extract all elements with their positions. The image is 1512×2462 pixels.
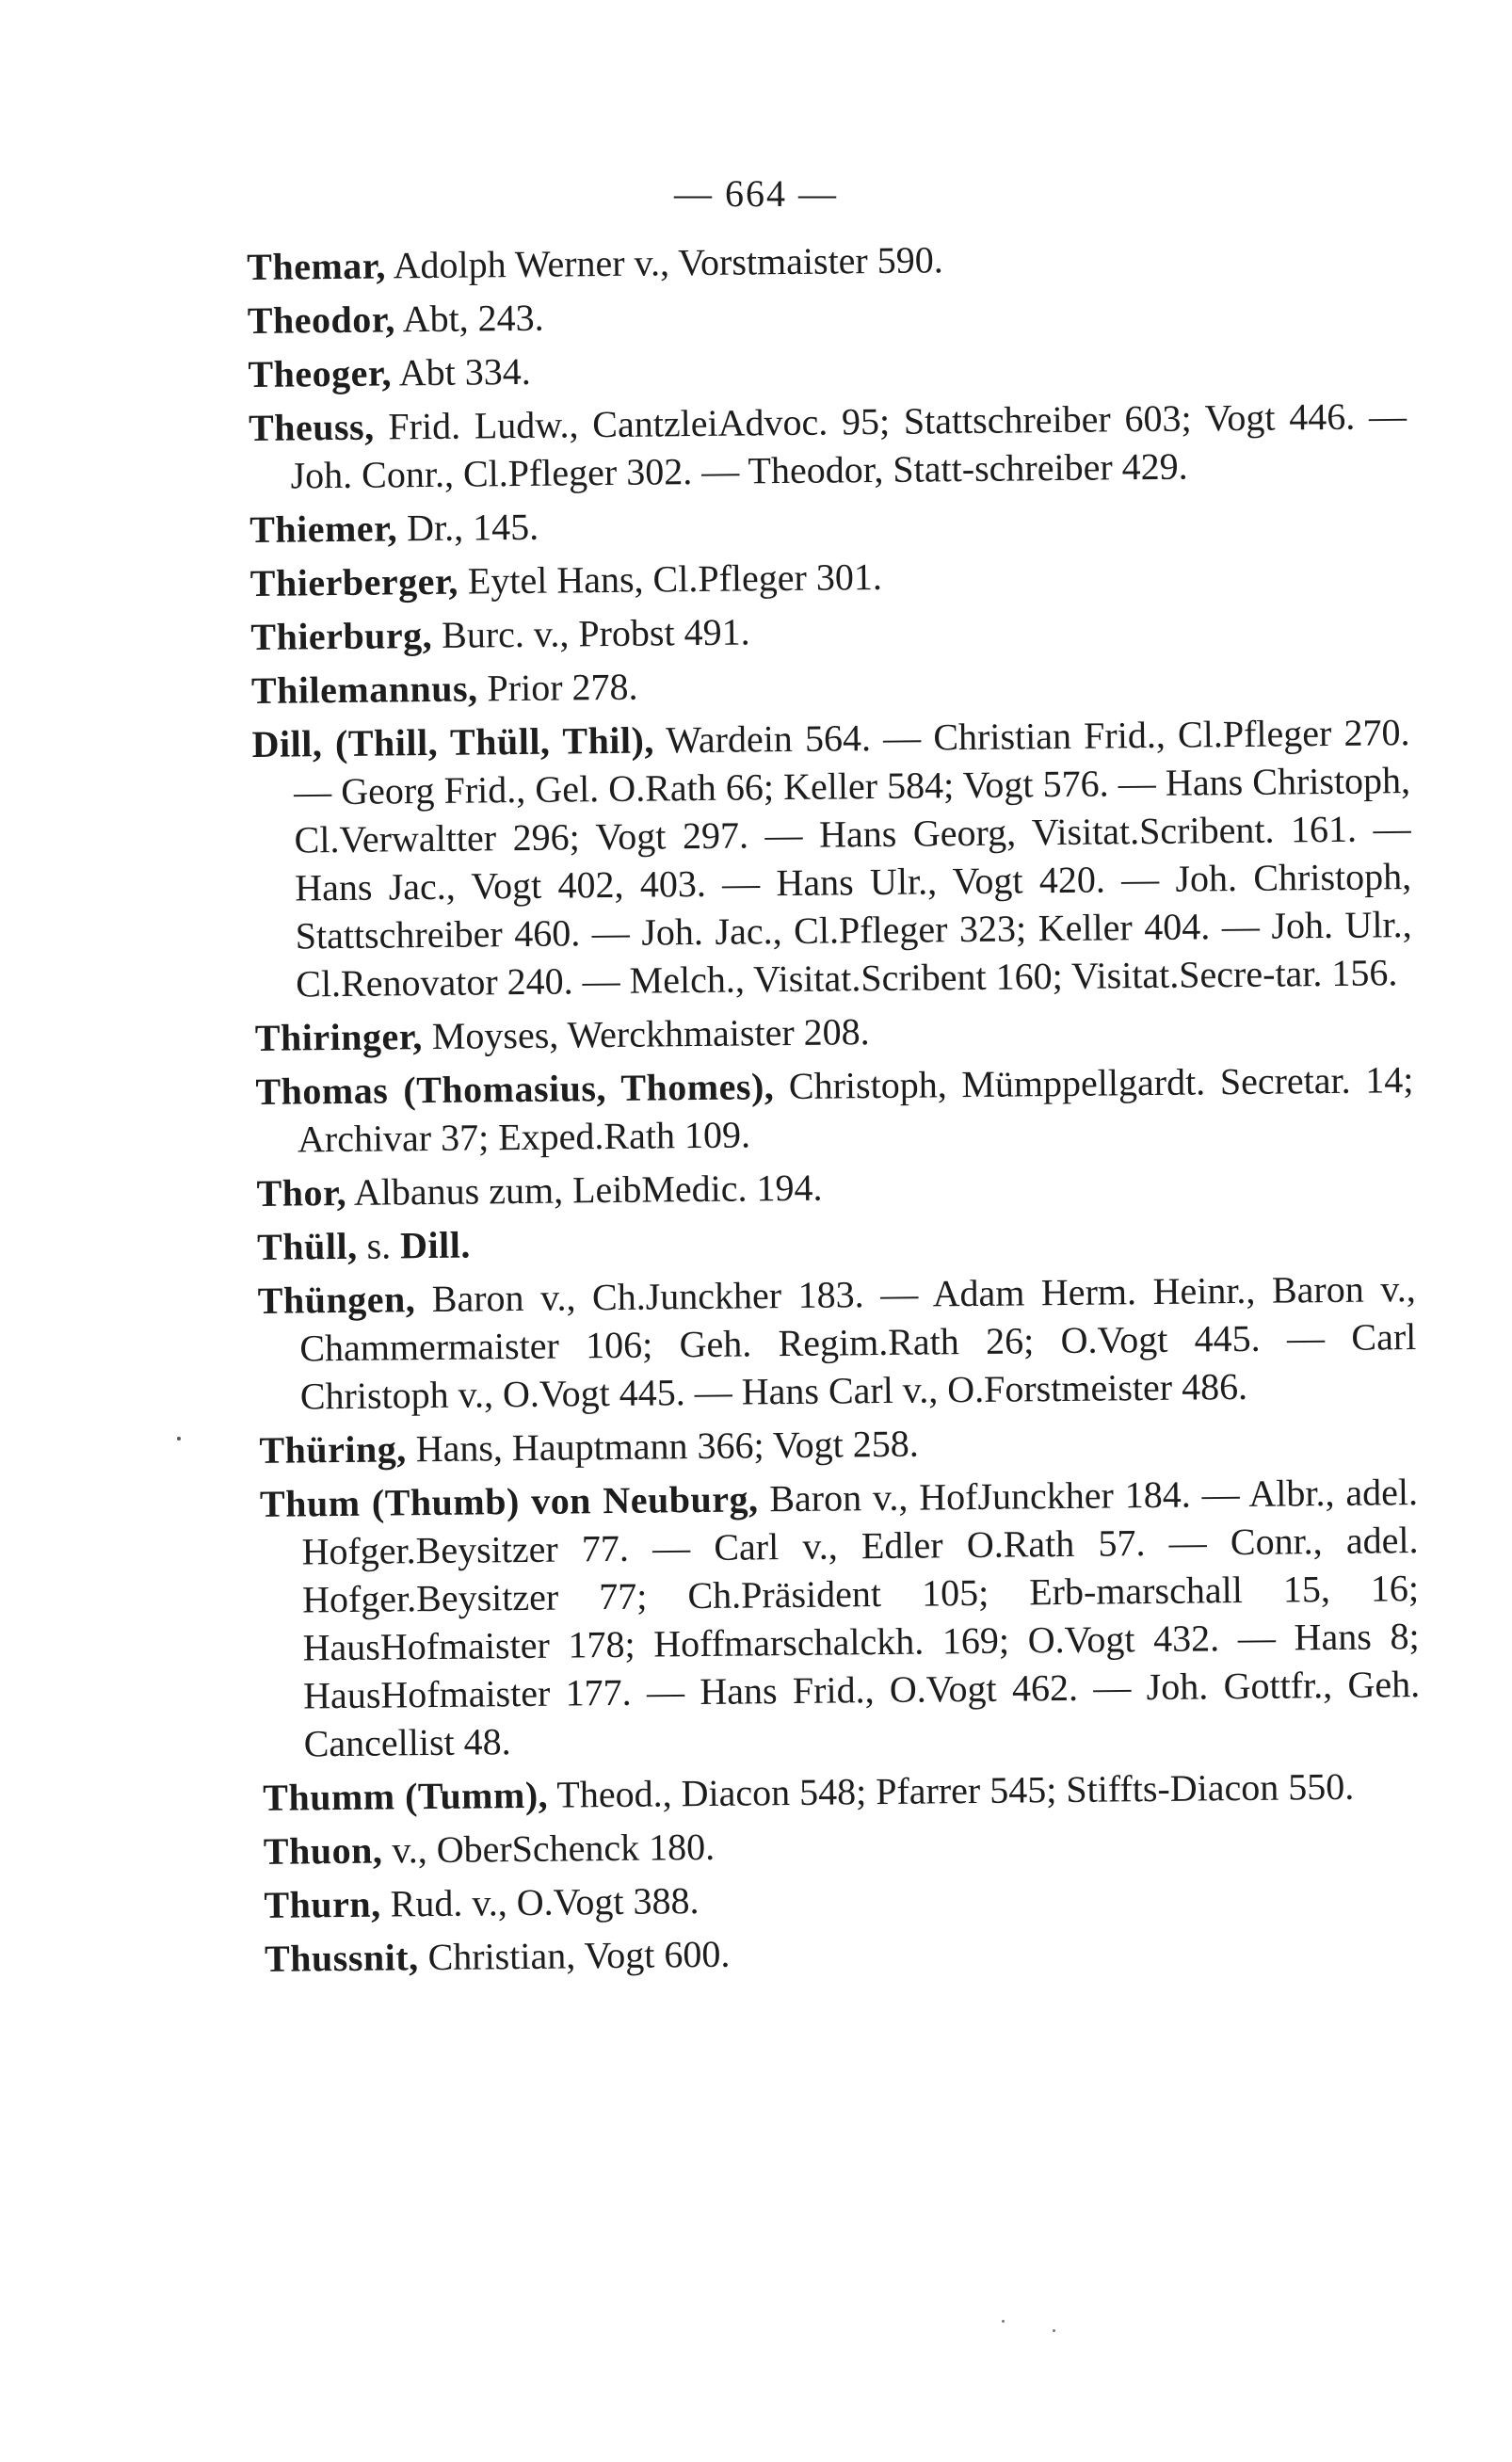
list-item	[257, 1211, 1415, 1271]
headword: Thomas (Thomasius, Thomes),	[255, 1065, 775, 1113]
headword: Thiringer,	[254, 1015, 424, 1059]
list-item	[257, 1264, 1417, 1421]
list-item	[264, 1815, 1422, 1875]
list-item	[250, 547, 1408, 607]
entry-text: s.	[357, 1224, 401, 1267]
list-item	[255, 1055, 1414, 1164]
list-item	[247, 231, 1405, 291]
list-item	[248, 338, 1406, 398]
list-item	[256, 1157, 1414, 1217]
list-item	[255, 1002, 1413, 1062]
register-entries	[247, 231, 1423, 1988]
entry-text: Baron v., Ch.Junckher 183. — Adam Herm. Heinr., Baron v., Chammermaister 106; Geh. Regim.Rath 26; O.Vogt 445. — Carl Christoph v., O.Vogt 445. — Hans Carl v., O.Forstmeister 486.	[299, 1267, 1417, 1418]
entry-text: Baron v., HofJunckher 184. — Albr., adel. Hofger.Beysitzer 77. — Carl v., Edler O.Rath 57. — Conr., adel. Hofger.Beysitzer 77; Ch.Präsident 105; Erb-marschall 15, 16; HausHofmaister 178; Hoffmarschalckh. 169; O.Vogt 432. — Hans 8; HausHofmaister 177. — Hans Frid., O.Vogt 462. — Joh. Gottfr., Geh. Cancellist 48.	[301, 1471, 1421, 1765]
list-item	[265, 1923, 1423, 1983]
list-item	[250, 601, 1408, 661]
entry-text: Adolph Werner v., Vorstmaister 590.	[385, 238, 943, 287]
paper-speck	[177, 1437, 181, 1440]
list-item	[263, 1762, 1421, 1822]
entry-text: v., OberSchenck 180.	[382, 1825, 716, 1872]
list-item	[259, 1414, 1417, 1474]
entry-text: Christian, Vogt 600.	[418, 1932, 731, 1979]
entry-text: Christoph, Mümppellgardt. Secretar. 14; Archivar 37; Exped.Rath 109.	[297, 1058, 1414, 1161]
paper-specks	[998, 2316, 1064, 2335]
headword: Thussnit,	[264, 1936, 419, 1980]
headword: Thüring,	[259, 1427, 407, 1472]
headword: Thierberger,	[249, 559, 459, 604]
list-item	[260, 1468, 1421, 1768]
entry-text: Abt, 243.	[394, 296, 544, 341]
list-item	[251, 654, 1409, 715]
headword: Theuss,	[248, 405, 375, 449]
entry-text: Albanus zum, LeibMedic. 194.	[346, 1166, 823, 1214]
headword: Theodor,	[247, 298, 396, 342]
entry-text: Frid. Ludw., CantzleiAdvoc. 95; Stattschreiber 603; Vogt 446. — Joh. Conr., Cl.Pfleger 302. — Theodor, Statt-schreiber 429.	[290, 394, 1407, 497]
list-item	[249, 493, 1407, 554]
headword: Theoger,	[248, 351, 393, 395]
entry-text: Moyses, Werckhmaister 208.	[422, 1010, 870, 1058]
headword: Dill, (Thill, Thüll, Thil),	[251, 718, 655, 765]
headword: Themar,	[247, 244, 387, 288]
list-item	[251, 708, 1412, 1008]
list-item	[249, 392, 1407, 500]
entry-text: Eytel Hans, Cl.Pfleger 301.	[458, 555, 883, 603]
headword: Thüngen,	[257, 1278, 416, 1322]
list-item	[264, 1869, 1422, 1929]
page-number: — 664 —	[674, 172, 838, 215]
entry-text: Wardein 564. — Christian Frid., Cl.Pfleger 270. — Georg Frid., Gel. O.Rath 66; Keller 584; Vogt 576. — Hans Christoph, Cl.Verwaltter 296; Vogt 297. — Hans Georg, Visitat.Scribent. 161. — Hans Jac., Vogt 402, 403. — Hans Ulr., Vogt 420. — Joh. Christoph, Stattschreiber 460. — Joh. Jac., Cl.Pfleger 323; Keller 404. — Joh. Ulr., Cl.Renovator 240. — Melch., Visitat.Scribent 160; Visitat.Secre-tar. 156.	[293, 711, 1412, 1006]
headword: Thum (Thumb) von Neuburg,	[259, 1477, 759, 1525]
entry-text: Burc. v., Probst 491.	[431, 610, 750, 656]
headword: Thumm (Tumm),	[263, 1773, 549, 1819]
entry-text: Theod., Diacon 548; Pfarrer 545; Stiffts-Diacon 550.	[547, 1764, 1355, 1816]
headword: Thor,	[256, 1170, 347, 1215]
entry-text: Prior 278.	[477, 665, 638, 710]
paper-speck	[1053, 2329, 1055, 2332]
entry-text: Rud. v., O.Vogt 388.	[380, 1879, 700, 1925]
entry-text: Hans, Hauptmann 366; Vogt 258.	[406, 1422, 919, 1471]
headword: Thurn,	[264, 1882, 381, 1926]
cross-reference-headword: Dill.	[399, 1223, 472, 1267]
headword: Thierburg,	[250, 613, 433, 658]
headword: Thüll,	[256, 1224, 358, 1268]
headword: Thuon,	[263, 1828, 383, 1873]
list-item	[248, 284, 1406, 345]
entry-text: Dr., 145.	[396, 505, 539, 550]
entry-text: Abt 334.	[391, 349, 531, 394]
paper-speck	[1002, 2320, 1005, 2323]
headword: Thilemannus,	[250, 667, 478, 712]
headword: Thiemer,	[249, 507, 398, 551]
